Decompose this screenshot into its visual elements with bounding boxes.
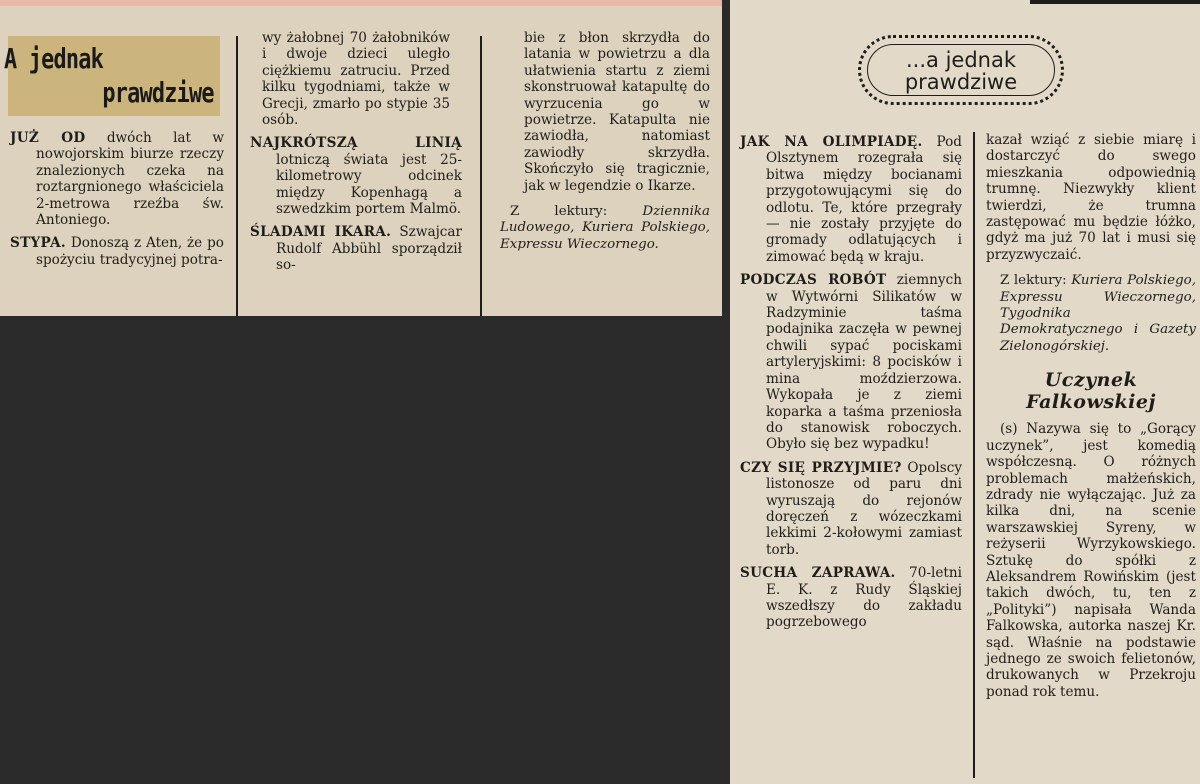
news-item <box>10 235 224 268</box>
item-lead: JUŻ OD <box>10 130 86 146</box>
header-badge <box>858 35 1064 105</box>
item-text: Pod Olsztynem rozegrała się bitwa między bocianami przygotowującymi się do odlotu. Te, które przegrały — nie zostały przyjęte do gromady odlatujących i zimować będą w kraju. <box>766 134 962 265</box>
item-text: ziemnych w Wytwórni Silikatów w Radzyminie taśma podajnika zaczęła w pewnej chwili sypać pociskami artyleryjskimi: 8 pocisków i mina moździerzowa. Wykopała je z ziemi koparka a taśma przeniosła do stanowisk roboczych. Obyło się bez wypadku! <box>766 272 962 453</box>
badge-line-2: prawdziwe <box>904 70 1018 94</box>
news-item <box>250 224 462 273</box>
item-text: dwóch lat w nowojorskim biurze rzeczy znalezionych czeka na roztargnionego właściciela 2-metrowa rzeźba św. Antoniego. <box>36 130 225 229</box>
item-lead: ŚLADAMI IKARA. <box>250 224 392 241</box>
sources-titles: Dziennika Ludowego, Kuriera Polskiego, Expressu Wieczornego. <box>500 204 710 252</box>
article-body: (s) Nazywa się to „Gorący uczynek”, jest komedią współczesną. O różnych problemach małżeńskich, zdrady nie wyłączając. Już za kilka dni, na scenie warszawskiej Syreny, w reżyserii Wyrzykowskiego. Sztukę do spółki z Aleksandrem Rowińskim (jest takich dwóch, tu, ten z „Polityki”) napisała Wanda Falkowska, autorka naszej Kr. sąd. Właśnie na podstawie jednego ze swoich felietonów, drukowanych w Przekroju ponad rok temu. <box>986 421 1196 700</box>
item-lead: CZY SIĘ PRZYJMIE? <box>740 459 902 476</box>
left-clipping <box>0 0 722 316</box>
news-item-continuation: kazał wziąć z siebie miarę i dostarczyć do swego mieszkania odpowiednią trumnę. Niezwykły klient twierdzi, że trumna zastępować mu będzie łóżko, gdyż ma już 70 lat i musi się przyzwyczaić. <box>986 132 1196 263</box>
news-item-continuation: bie z błon skrzydła do latania w powietrzu a dla ułatwienia startu z ziemi skonstruował katapultę do wyrzucenia go w powietrze. Katapulta nie zawiodła, natomiast zawiodły skrzydła. Skończyło się tragicznie, jak w legendzie o Ikarze. <box>524 30 710 194</box>
column-divider <box>236 36 238 316</box>
header-line-1: A jednak <box>4 42 103 75</box>
item-lead: JAK NA OLIMPIADĘ. <box>740 134 923 150</box>
right-clipping <box>730 0 1200 784</box>
column-divider <box>973 132 975 778</box>
column-divider <box>480 36 482 316</box>
header-box <box>4 36 220 116</box>
top-rule <box>1030 0 1200 4</box>
right-column-2 <box>986 132 1196 700</box>
news-item <box>250 30 462 128</box>
news-item <box>740 460 962 558</box>
item-text: wy żałobnej 70 żałobników i dwoje dzieci uległo ciężkiemu zatruciu. Przed kilku tygodniami, także w Grecji, zmarło po stypie 35 osób. <box>262 30 450 129</box>
sources <box>986 273 1196 355</box>
item-text: Opolscy listonosze od paru dni wyruszają do rejonów doręczeń z wózeczkami lekkimi 2-kołowymi zamiast torb. <box>766 459 962 558</box>
item-text: lotniczą świata jest 25-kilometrowy odcinek między Kopenhagą a szwedzkim portem Malmö. <box>276 151 462 218</box>
news-item <box>740 565 962 631</box>
news-item <box>740 134 962 265</box>
item-lead: STYPA. <box>10 235 66 252</box>
header-line-2: prawdziwe <box>102 76 214 109</box>
item-text: Donoszą z Aten, że po spożyciu tradycyjnej potra- <box>36 235 224 268</box>
left-column-3 <box>500 30 710 253</box>
sources-titles: Kuriera Polskiego, Expressu Wieczornego, Tygodnika Demokratycznego i Gazety Zielonogórskiej. <box>1000 273 1196 354</box>
article-title <box>986 369 1196 413</box>
article-title-line-1: Uczynek <box>1044 369 1138 392</box>
left-column-1 <box>10 130 224 275</box>
news-item <box>250 135 462 217</box>
item-text: Szwajcar Rudolf Abbühl sporządził so- <box>276 224 462 274</box>
item-lead: NAJKRÓTSZĄ LINIĄ <box>250 135 462 152</box>
sources-prefix: Z lektury: <box>510 204 643 220</box>
right-column-1 <box>740 134 962 638</box>
news-item <box>740 272 962 452</box>
item-lead: SUCHA ZAPRAWA. <box>740 565 896 582</box>
sources-prefix: Z lektury: <box>1000 273 1072 289</box>
item-text: 70-letni E. K. z Rudy Śląskiej wszedłszy do zakładu pogrzebowego <box>766 565 962 631</box>
news-item <box>10 130 224 228</box>
sources <box>500 204 710 253</box>
article-title-line-2: Falkowskiej <box>1026 391 1156 414</box>
item-lead: PODCZAS ROBÓT <box>740 272 887 289</box>
left-column-2 <box>250 30 462 281</box>
badge-line-1: ...a jednak <box>906 48 1016 72</box>
